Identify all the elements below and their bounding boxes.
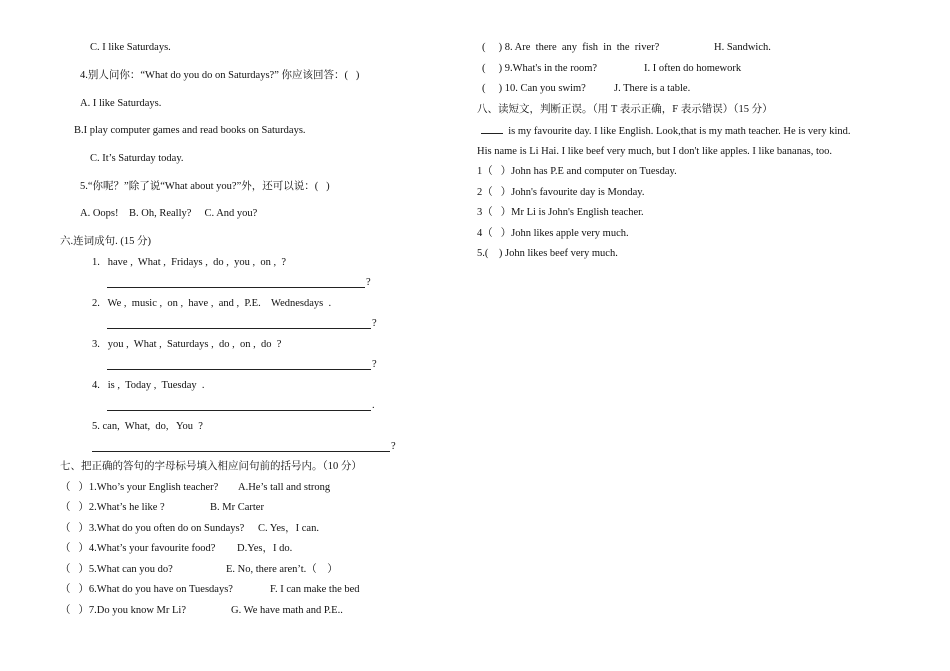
s7-question: ( ) 10. Can you swim? [482, 83, 586, 94]
s7-answer: E. No, there aren’t.（ ） [226, 564, 338, 575]
passage-line-1 [477, 124, 851, 138]
s7-question: ( ) 8. Are there any fish in the river? [482, 42, 660, 53]
passage-text: is my favourite day. I like English. Look,that is my math teacher. He is very kind. [508, 126, 851, 137]
s7-question: （ ）1.Who’s your English teacher? [60, 482, 219, 493]
answer-end-mark: ? [366, 277, 371, 288]
q3-option-c: C. I like Saturdays. [90, 42, 171, 53]
passage-blank[interactable] [481, 124, 503, 134]
s6-item-words: 5. can, What, do, You ? [92, 421, 203, 432]
answer-end-mark: . [372, 400, 375, 411]
q4-question: 4.别人问你：“What do you do on Saturdays?” 你应该回答：( ) [80, 70, 360, 81]
section7-title: 七、把正确的答句的字母标号填入相应问句前的括号内。（10 分） [60, 461, 362, 472]
q5-question: 5.“你呢？”除了说“What about you?”外，还可以说：( ) [80, 181, 330, 192]
s7-question: （ ）7.Do you know Mr Li? [60, 605, 186, 616]
answer-end-mark: ? [391, 441, 396, 452]
s7-answer: A.He’s tall and strong [238, 482, 331, 493]
answer-line[interactable] [92, 451, 390, 452]
answer-line[interactable] [107, 410, 371, 411]
s8-statement: 3（ ）Mr Li is John's English teacher. [477, 207, 644, 218]
s6-item-words: 1. have , What , Fridays , do , you , on , ? [92, 257, 287, 268]
s7-answer: D.Yes，I do. [237, 543, 293, 554]
s8-statement: 5.( ) John likes beef very much. [477, 248, 618, 259]
q4-option-c: C. It’s Saturday today. [90, 153, 184, 164]
section8-title: 八、读短文，判断正误。（用 T 表示正确，F 表示错误）（15 分） [477, 104, 773, 115]
s7-answer: B. Mr Carter [210, 502, 264, 513]
s7-question: （ ）5.What can you do? [60, 564, 173, 575]
s8-statement: 1（ ）John has P.E and computer on Tuesday. [477, 166, 677, 177]
s8-statement: 4（ ）John likes apple very much. [477, 228, 629, 239]
answer-end-mark: ? [372, 359, 377, 370]
answer-line[interactable] [107, 369, 371, 370]
s6-item-words: 3. you , What , Saturdays , do , on , do ? [92, 339, 282, 350]
s6-item-words: 4. is , Today , Tuesday . [92, 380, 205, 391]
q4-option-a: A. I like Saturdays. [80, 98, 162, 109]
s8-statement: 2（ ）John's favourite day is Monday. [477, 187, 645, 198]
answer-end-mark: ? [372, 318, 377, 329]
s6-item-words: 2. We , music , on , have , and , P.E. Wednesdays . [92, 298, 332, 309]
q5-options: A. Oops! B. Oh, Really? C. And you? [80, 208, 258, 219]
s7-question: （ ）4.What’s your favourite food? [60, 543, 216, 554]
s7-question: （ ）6.What do you have on Tuesdays? [60, 584, 233, 595]
s7-answer: H. Sandwich. [714, 42, 771, 53]
answer-line[interactable] [107, 287, 365, 288]
s7-answer: C. Yes，I can. [258, 523, 319, 534]
s7-answer: I. I often do homework [644, 63, 742, 74]
s7-answer: G. We have math and P.E.. [231, 605, 343, 616]
s7-question: ( ) 9.What's in the room? [482, 63, 598, 74]
answer-line[interactable] [107, 328, 371, 329]
s7-answer: J. There is a table. [614, 83, 691, 94]
s7-question: （ ）3.What do you often do on Sundays? [60, 523, 245, 534]
q4-option-b: B.I play computer games and read books on Saturdays. [74, 125, 306, 136]
passage-line-2: His name is Li Hai. I like beef very much, but I don't like apples. I like bananas, too. [477, 146, 833, 157]
s7-answer: F. I can make the bed [270, 584, 360, 595]
section6-title: 六.连词成句. (15 分) [60, 236, 151, 247]
s7-question: （ ）2.What’s he like ? [60, 502, 165, 513]
